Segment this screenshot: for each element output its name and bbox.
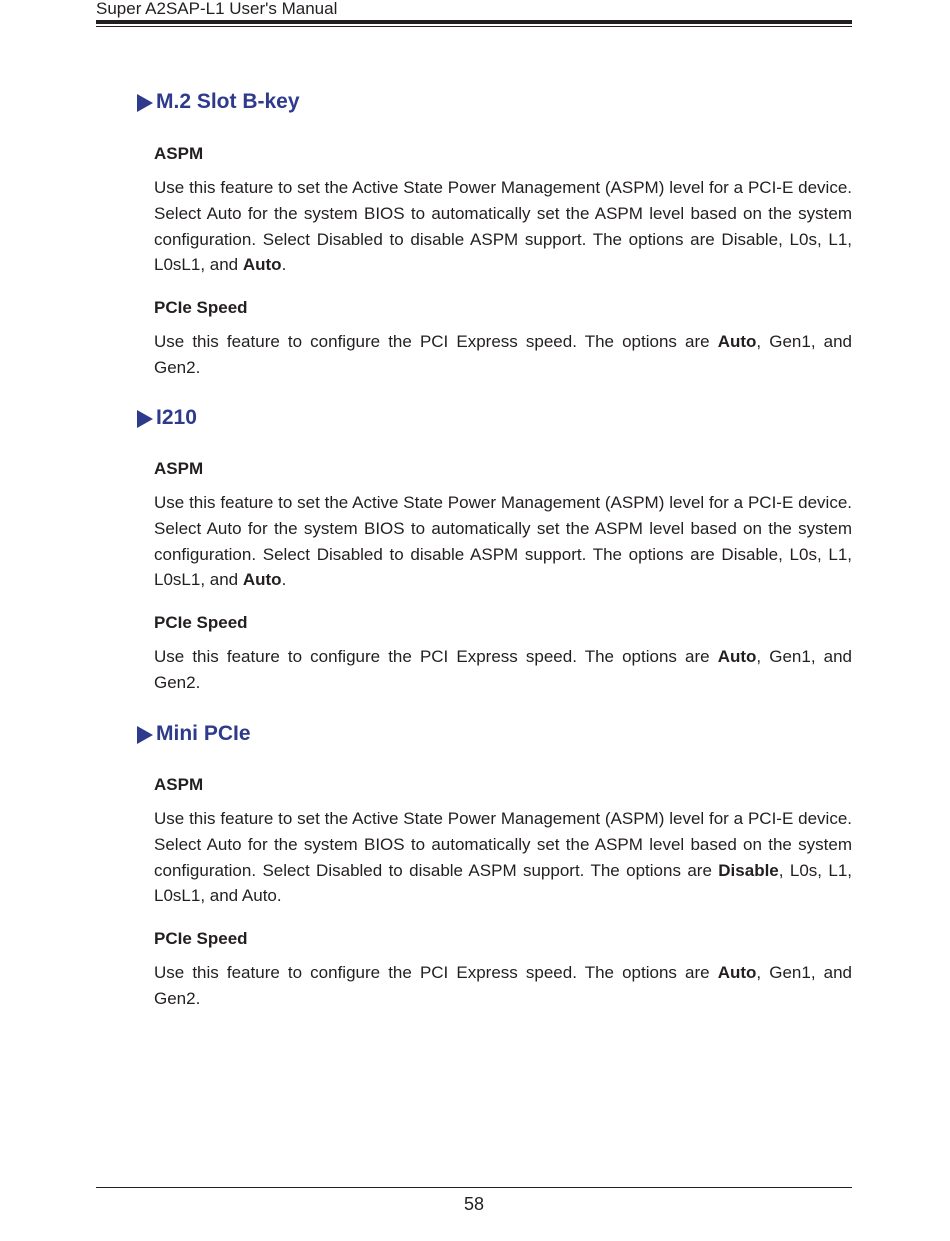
setting-description [154,175,852,278]
setting-item-aspm [154,144,852,278]
setting-title: PCIe Speed [154,298,248,317]
setting-title: ASPM [154,775,204,794]
footer-rule [96,1187,852,1188]
right-triangle-arrow-icon [137,726,153,744]
header-rule-thin [96,26,852,27]
setting-item-pcie-speed [154,613,852,696]
setting-item-aspm [154,459,852,593]
description-bold-text: Auto [717,332,757,351]
section-i210 [137,404,852,692]
manual-title: Super A2SAP-L1 User's Manual [96,0,338,18]
setting-title: PCIe Speed [154,613,248,632]
description-bold-text: Disable [718,860,779,880]
setting-description [154,644,852,696]
description-text: Use this feature to configure the PCI Express speed. The options are [154,332,718,351]
description-text: Use this feature to configure the PCI Express speed. The options are [154,963,718,982]
description-text: Use this feature to set the Active State Power Management (ASPM) level for a PCI-E device. Select Auto for the system BIOS to automatically set the ASPM level based on the system configuration. Select Disabled to disable ASPM support. The options are [154,809,852,880]
section-heading [137,88,852,116]
description-text: Use this feature to set the Active State Power Management (ASPM) level for a PCI-E device. Select Auto for the system BIOS to automatically set the ASPM level based on the system configuration. Select Disabled to disable ASPM support. The options are Disable, L0s, L1, L0sL1, and [154,178,852,275]
description-text: , Gen1, and Gen2. [154,647,852,692]
description-text: . [281,570,287,590]
right-triangle-arrow-icon [137,94,153,112]
page-number: 58 [463,1194,485,1214]
setting-title: ASPM [154,144,204,163]
setting-title: PCIe Speed [154,929,248,948]
setting-item-pcie-speed [154,298,852,381]
description-text: Use this feature to configure the PCI Express speed. The options are [154,647,718,666]
description-text: . [281,255,287,275]
description-bold-text: Auto [717,963,757,982]
description-bold-text: Auto [717,647,757,666]
description-text: , L0s, L1, L0sL1, and Auto. [154,860,852,906]
setting-description [154,960,852,1012]
description-bold-text: Auto [242,255,282,275]
right-triangle-arrow-icon [137,410,153,428]
section-title: M.2 Slot B-key [156,90,300,113]
section-heading [137,720,852,748]
description-bold-text: Auto [242,570,282,590]
setting-item-pcie-speed [154,929,852,1012]
setting-description [154,490,852,593]
section-heading [137,404,852,432]
description-text: , Gen1, and Gen2. [154,332,852,377]
header-rule-thick [96,20,852,24]
section-title: Mini PCIe [156,722,251,745]
setting-title: ASPM [154,459,204,478]
section-m2-slot-b-key [137,88,852,377]
section-title: I210 [156,406,197,429]
setting-description [154,329,852,381]
description-text: Use this feature to set the Active State Power Management (ASPM) level for a PCI-E device. Select Auto for the system BIOS to automatically set the ASPM level based on the system configuration. Select Disabled to disable ASPM support. The options are Disable, L0s, L1, L0sL1, and [154,493,852,590]
setting-item-aspm [154,775,852,909]
section-mini-pcie [137,720,852,1008]
description-text: , Gen1, and Gen2. [154,963,852,1008]
setting-description [154,806,852,909]
